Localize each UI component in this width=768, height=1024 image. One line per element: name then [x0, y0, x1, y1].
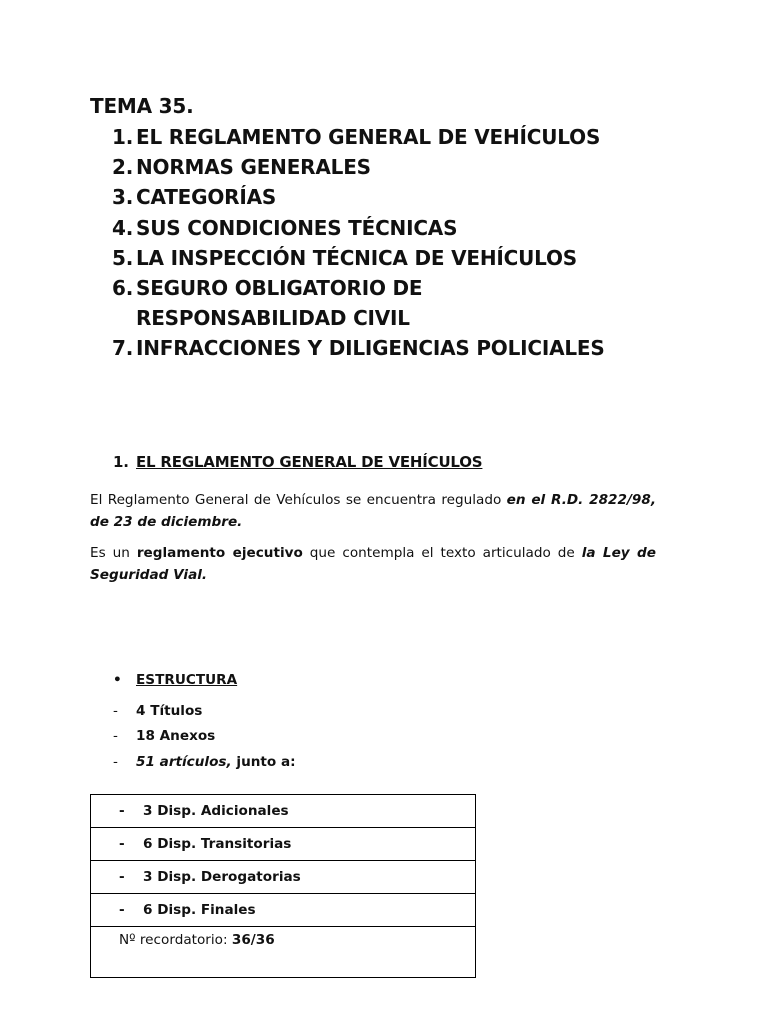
table-row [91, 861, 475, 894]
toc-number: 7. [112, 336, 134, 361]
toc-item-4 [112, 213, 712, 243]
table-cell: 3 Disp. Adicionales [143, 803, 289, 819]
toc-number: 3. [112, 185, 134, 210]
toc-text: LA INSPECCIÓN TÉCNICA DE VEHÍCULOS [136, 245, 577, 270]
toc-item-3 [112, 182, 712, 212]
toc-item-5 [112, 243, 712, 273]
dash-marker: - [119, 869, 125, 885]
toc-number: 2. [112, 155, 134, 180]
toc-number: 4. [112, 215, 134, 240]
structure-list [113, 699, 296, 775]
note-label: Nº recordatorio: [119, 932, 232, 948]
structure-title: ESTRUCTURA [136, 672, 238, 688]
dash-marker: - [119, 803, 125, 819]
structure-heading [113, 672, 237, 688]
list-item-text: junto a: [231, 753, 296, 770]
table-cell: 3 Disp. Derogatorias [143, 869, 301, 885]
table-note-row [91, 927, 475, 977]
section-heading [113, 453, 482, 471]
dash-marker: - [113, 728, 118, 745]
toc-item-6 [112, 273, 496, 333]
table-row [91, 828, 475, 861]
section-title: EL REGLAMENTO GENERAL DE VEHÍCULOS [136, 453, 483, 471]
list-item [113, 699, 296, 724]
note-value: 36/36 [231, 932, 275, 948]
list-item [113, 750, 296, 775]
paragraph-regulation [90, 489, 656, 533]
toc-item-1 [112, 122, 712, 152]
table-row [91, 894, 475, 927]
table-cell: 6 Disp. Transitorias [143, 836, 292, 852]
paragraph-text: Es un [90, 545, 137, 561]
section-number: 1. [113, 453, 129, 471]
toc-text: NORMAS GENERALES [136, 155, 371, 180]
table-of-contents [112, 122, 712, 364]
dash-marker: - [113, 753, 118, 770]
toc-text: SEGURO OBLIGATORIO DE RESPONSABILIDAD CIVIL [136, 276, 423, 331]
list-item [113, 724, 296, 749]
paragraph-executive [90, 542, 656, 586]
list-item-italic: 51 artículos, [136, 753, 232, 770]
paragraph-emphasis: en el R.D. 2822/98, de 23 de diciembre. [90, 492, 656, 530]
paragraph-emphasis: la Ley de Seguridad Vial. [90, 545, 657, 583]
toc-number: 6. [112, 276, 134, 301]
toc-number: 5. [112, 245, 134, 270]
dispositions-table [90, 794, 476, 978]
toc-number: 1. [112, 125, 134, 149]
list-item-text: 18 Anexos [136, 728, 216, 745]
table-cell: 6 Disp. Finales [143, 902, 256, 918]
paragraph-text: que contempla el texto articulado de [302, 545, 582, 561]
toc-item-2 [112, 152, 712, 182]
toc-text: CATEGORÍAS [136, 185, 277, 210]
paragraph-bold: reglamento ejecutivo [136, 545, 303, 561]
table-row [91, 795, 475, 828]
toc-text: INFRACCIONES Y DILIGENCIAS POLICIALES [136, 336, 605, 361]
dash-marker: - [119, 836, 125, 852]
paragraph-text: El Reglamento General de Vehículos se encuentra regulado [90, 492, 507, 508]
document-title: TEMA 35. [90, 94, 194, 118]
toc-text: SUS CONDICIONES TÉCNICAS [136, 215, 458, 240]
dash-marker: - [119, 902, 125, 918]
dash-marker: - [113, 703, 118, 719]
toc-text: EL REGLAMENTO GENERAL DE VEHÍCULOS [136, 125, 601, 149]
bullet-icon: • [113, 672, 122, 688]
list-item-text: 4 Títulos [136, 703, 203, 719]
toc-item-7 [112, 333, 712, 363]
